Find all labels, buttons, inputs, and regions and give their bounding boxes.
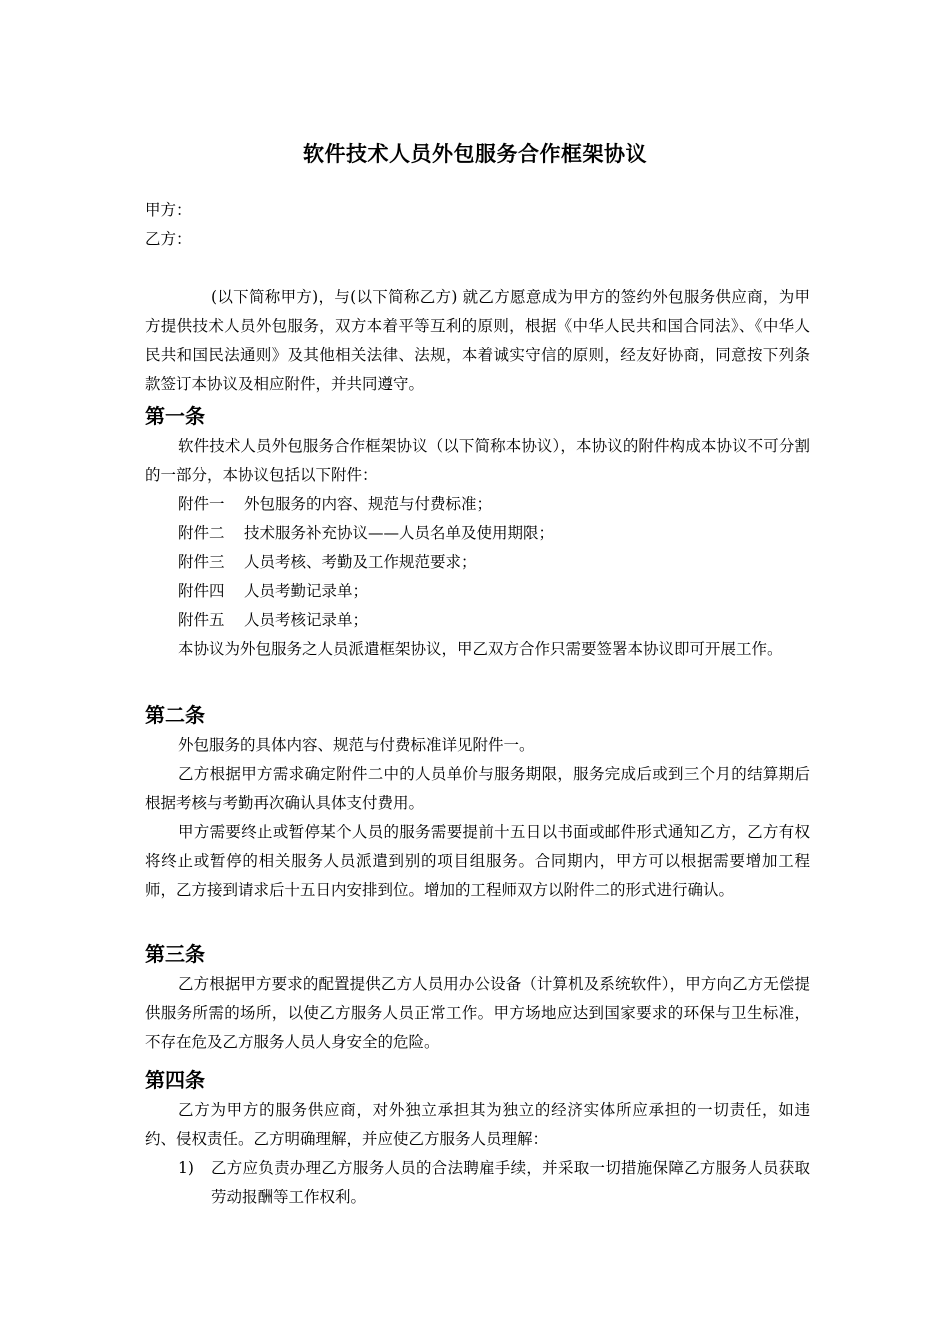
article-2-heading: 第二条 [145,703,205,727]
attachment-text: 外包服务的内容、规范与付费标准； [244,495,493,513]
attachment-number: 附件三 [178,553,225,571]
article-3-paragraph-1: 乙方根据甲方要求的配置提供乙方人员用办公设备（计算机及系统软件），甲方向乙方无偿提供服务所需的场所，以使乙方服务人员正常工作。甲方场地应达到国家要求的环保与卫生标准，不存在危及乙方服务人员人身安全的危险。 [145,975,810,1051]
attachment-item [145,548,810,577]
parties-block [145,196,810,254]
list-marker: 1) [178,1159,194,1177]
attachment-item [145,490,810,519]
attachment-item [145,519,810,548]
article-4 [145,1064,810,1212]
article-1-paragraph-2: 本协议为外包服务之人员派遣框架协议，甲乙双方合作只需要签署本协议即可开展工作。 [178,640,783,658]
intro-block [145,283,810,399]
attachment-number: 附件五 [178,611,225,629]
article-4-heading: 第四条 [145,1068,205,1092]
article-3 [145,938,810,1057]
article-2 [145,699,810,905]
attachment-number: 附件四 [178,582,225,600]
attachment-text: 技术服务补充协议——人员名单及使用期限； [244,524,555,542]
party-b-line: 乙方： [145,230,192,248]
article-4-list-item [145,1154,810,1212]
attachment-text: 人员考核记录单； [244,611,369,629]
article-1-paragraph-1: 软件技术人员外包服务合作框架协议（以下简称本协议），本协议的附件构成本协议不可分割的一部分，本协议包括以下附件： [145,437,810,484]
article-1 [145,400,810,664]
article-2-paragraph-1: 外包服务的具体内容、规范与付费标准详见附件一。 [178,736,535,754]
article-4-paragraph-1: 乙方为甲方的服务供应商，对外独立承担其为独立的经济实体所应承担的一切责任，如违约、侵权责任。乙方明确理解，并应使乙方服务人员理解： [145,1101,810,1148]
party-a-line: 甲方： [145,201,192,219]
attachment-item [145,577,810,606]
attachment-text: 人员考核、考勤及工作规范要求； [244,553,477,571]
document-title: 软件技术人员外包服务合作框架协议 [303,142,647,166]
article-1-heading: 第一条 [145,404,205,428]
article-3-heading: 第三条 [145,942,205,966]
attachment-text: 人员考勤记录单； [244,582,369,600]
article-2-paragraph-3: 甲方需要终止或暂停某个人员的服务需要提前十五日以书面或邮件形式通知乙方，乙方有权将终止或暂停的相关服务人员派遣到别的项目组服务。合同期内，甲方可以根据需要增加工程师，乙方接到请求后十五日内安排到位。增加的工程师双方以附件二的形式进行确认。 [145,823,810,899]
article-2-paragraph-2: 乙方根据甲方需求确定附件二中的人员单价与服务期限，服务完成后或到三个月的结算期后根据考核与考勤再次确认具体支付费用。 [145,765,810,812]
attachment-number: 附件一 [178,495,225,513]
attachment-number: 附件二 [178,524,225,542]
attachment-item [145,606,810,635]
intro-paragraph: (以下简称甲方)，与(以下简称乙方) 就乙方愿意成为甲方的签约外包服务供应商，为甲方提供技术人员外包服务，双方本着平等互利的原则，根据《中华人民共和国合同法》、《中华人民共和国民法通则》及其他相关法律、法规，本着诚实守信的原则，经友好协商，同意按下列条款签订本协议及相应附件，并共同遵守。 [145,288,810,393]
list-item-text: 乙方应负责办理乙方服务人员的合法聘雇手续，并采取一切措施保障乙方服务人员获取劳动报酬等工作权利。 [211,1159,810,1206]
